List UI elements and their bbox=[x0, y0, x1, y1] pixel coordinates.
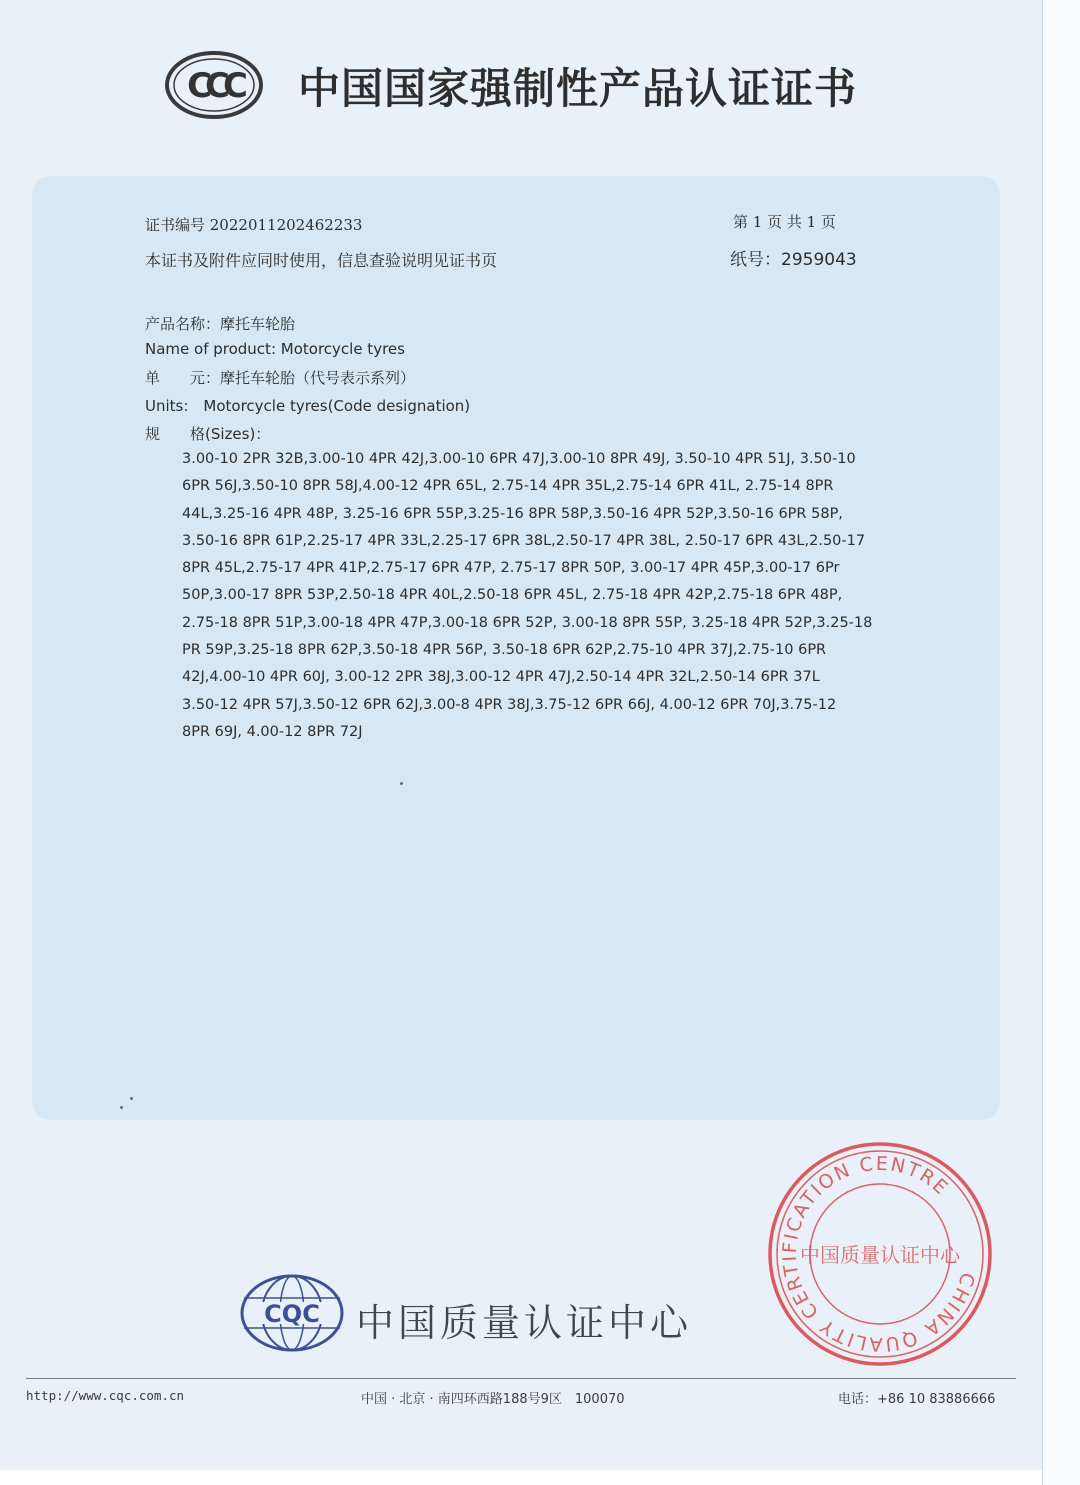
product-name-en: Name of product: Motorcycle tyres bbox=[145, 340, 405, 358]
usage-notice: 本证书及附件应同时使用，信息查验说明见证书页 bbox=[145, 251, 498, 270]
product-name-cn: 产品名称：摩托车轮胎 bbox=[145, 315, 296, 333]
cqc-logo-text: CQC bbox=[264, 1300, 320, 1328]
size-line: 3.50-16 8PR 61P,2.25-17 4PR 33L,2.25-17 6PR 38L,2.50-17 4PR 38L, 2.50-17 6PR 43L,2.50-17 bbox=[182, 532, 866, 549]
size-line: PR 59P,3.25-18 8PR 62P,3.50-18 4PR 56P, 3.50-18 6PR 62P,2.75-10 4PR 37J,2.75-10 6PR bbox=[182, 642, 827, 659]
size-line: 8PR 69J, 4.00-12 8PR 72J bbox=[182, 723, 363, 740]
size-line: 44L,3.25-16 4PR 48P, 3.25-16 6PR 55P,3.25-16 8PR 58P,3.50-16 4PR 52P,3.50-16 6PR 58P, bbox=[182, 505, 843, 522]
footer-address: 中国 · 北京 · 南四环西路188号9区 100070 bbox=[361, 1392, 625, 1407]
certificate-title: 中国国家强制性产品认证证书 bbox=[298, 64, 858, 113]
scan-speck bbox=[120, 1106, 123, 1109]
cqc-seal-stamp-icon bbox=[766, 1140, 994, 1368]
size-line: 6PR 56J,3.50-10 8PR 58J,4.00-12 4PR 65L, 2.75-14 4PR 35L,2.75-14 6PR 41L, 2.75-14 8PR bbox=[182, 478, 834, 495]
certificate-number: 证书编号 2022011202462233 bbox=[145, 216, 363, 234]
sizes-list bbox=[182, 446, 882, 746]
size-line: 3.00-10 2PR 32B,3.00-10 4PR 42J,3.00-10 6PR 47J,3.00-10 8PR 49J, 3.50-10 4PR 51J, 3.50-10 bbox=[182, 451, 856, 467]
ccc-logo-icon bbox=[164, 50, 264, 120]
size-line: 50P,3.00-17 8PR 53P,2.50-18 4PR 40L,2.50-18 6PR 45L, 2.75-18 4PR 42P,2.75-18 6PR 48P, bbox=[182, 587, 843, 604]
footer-divider bbox=[26, 1378, 1016, 1379]
size-line: 42J,4.00-10 4PR 60J, 3.00-12 2PR 38J,3.00-12 4PR 47J,2.50-14 4PR 32L,2.50-14 6PR 37L bbox=[182, 669, 820, 686]
footer-phone: 电话：+86 10 83886666 bbox=[838, 1392, 996, 1407]
size-line: 2.75-18 8PR 51P,3.00-18 4PR 47P,3.00-18 6PR 52P, 3.00-18 8PR 55P, 3.25-18 4PR 52P,3.25-18 bbox=[182, 614, 873, 631]
scan-speck bbox=[400, 782, 403, 785]
cqc-globe-logo-icon bbox=[238, 1272, 346, 1354]
footer-url[interactable]: http://www.cqc.com.cn bbox=[26, 1388, 185, 1403]
unit-en: Units: Motorcycle tyres(Code designation) bbox=[145, 397, 471, 415]
scan-edge bbox=[1042, 0, 1080, 1485]
page-info: 第 1 页 共 1 页 bbox=[733, 213, 836, 231]
paper-number: 纸号：2959043 bbox=[730, 250, 857, 270]
size-line: 3.50-12 4PR 57J,3.50-12 6PR 62J,3.00-8 4PR 38J,3.75-12 6PR 66J, 4.00-12 6PR 70J,3.75-12 bbox=[182, 696, 837, 713]
organization-name: 中国质量认证中心 bbox=[356, 1301, 693, 1345]
seal-outer-text: CHINA QUALITY CERTIFICATION CENTRE bbox=[778, 1152, 979, 1356]
unit-cn: 单 元：摩托车轮胎（代号表示系列） bbox=[145, 369, 416, 387]
seal-inner-text: 中国质量认证中心 bbox=[800, 1243, 960, 1267]
scan-speck bbox=[130, 1097, 133, 1100]
sizes-label: 规 格(Sizes)： bbox=[145, 425, 271, 443]
ccc-logo-text: CCC bbox=[187, 66, 241, 106]
size-line: 8PR 45L,2.75-17 4PR 41P,2.75-17 6PR 47P, 2.75-17 8PR 50P, 3.00-17 4PR 45P,3.00-17 6Pr bbox=[182, 560, 840, 577]
